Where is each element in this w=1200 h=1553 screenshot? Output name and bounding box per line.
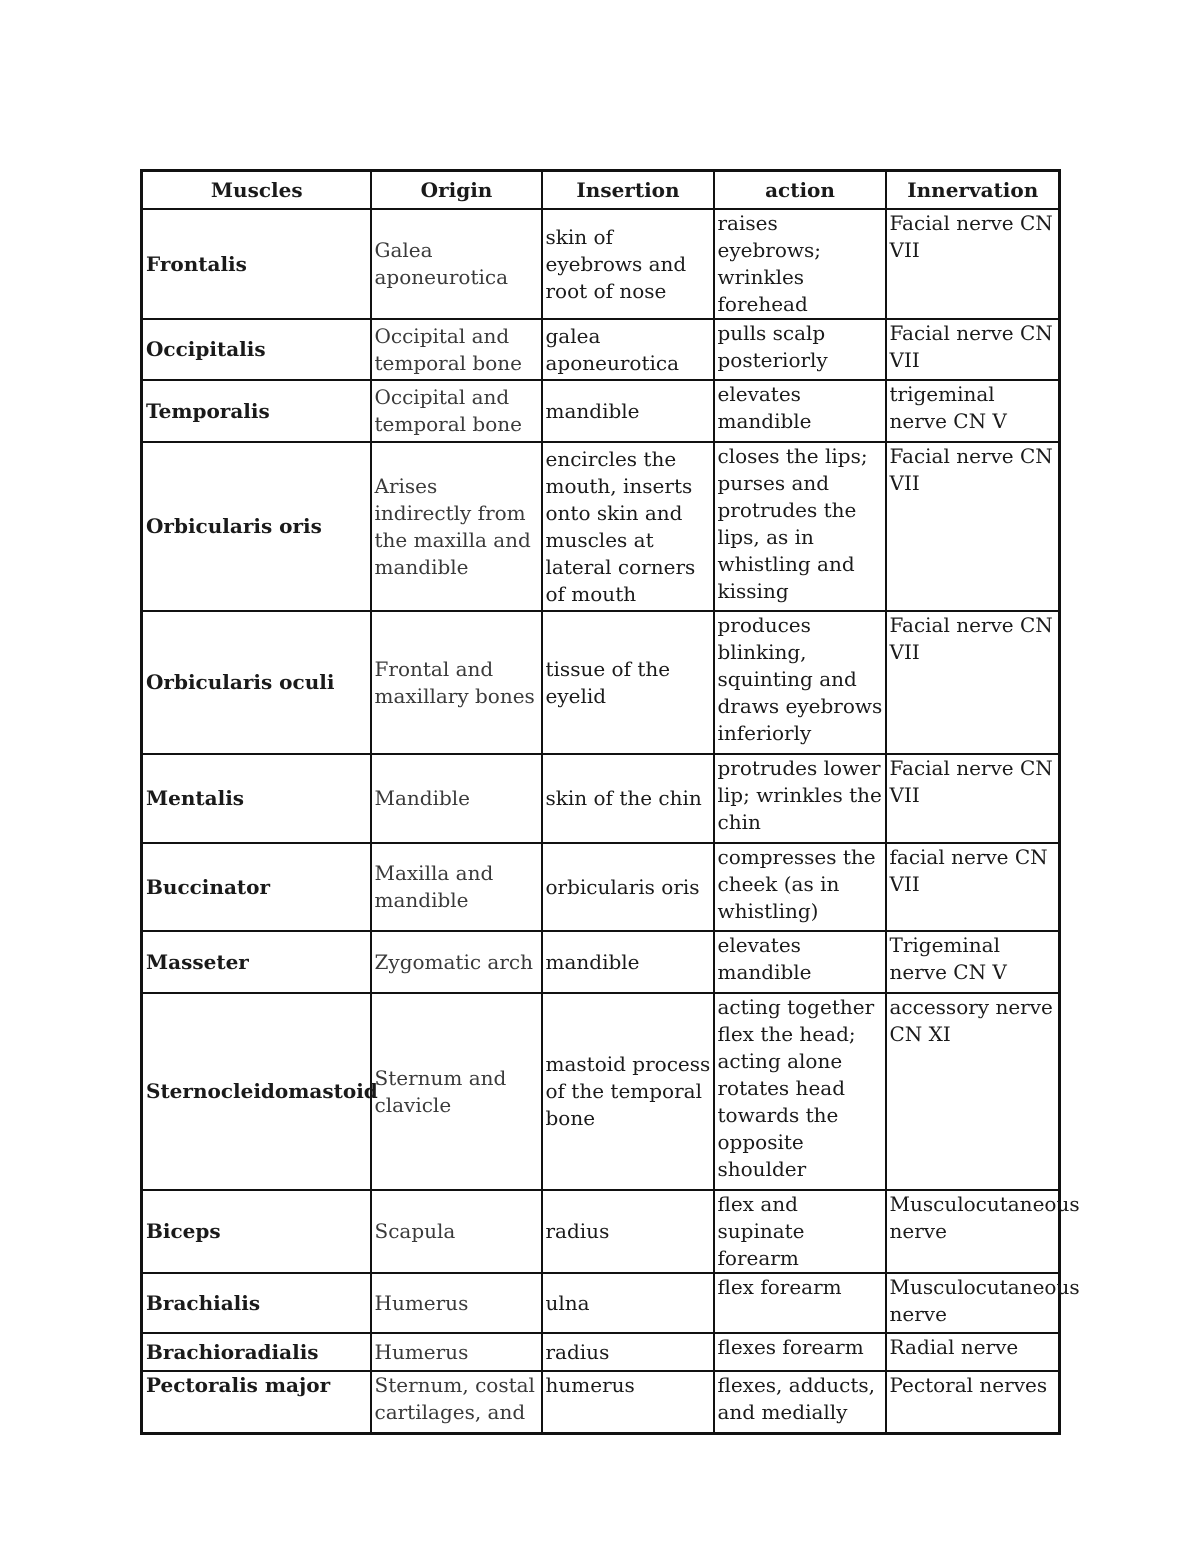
muscle-cell: Masseter [142, 931, 371, 993]
innervation-cell: trigeminal nerve CN V [886, 380, 1060, 442]
muscle-cell: Sternocleidomastoid [142, 993, 371, 1190]
table-row [142, 611, 1060, 754]
innervation-cell: Musculocutaneous nerve [886, 1273, 1060, 1333]
innervation-cell: facial nerve CN VII [886, 843, 1060, 931]
origin-cell: Scapula [371, 1190, 542, 1273]
insertion-cell: tissue of the eyelid [542, 611, 714, 754]
table-row [142, 1273, 1060, 1333]
action-cell: flex and supinate forearm [714, 1190, 886, 1273]
muscle-cell: Pectoralis major [142, 1371, 371, 1433]
muscle-cell: Frontalis [142, 209, 371, 319]
muscle-cell: Mentalis [142, 754, 371, 843]
insertion-cell: mandible [542, 931, 714, 993]
table-row [142, 993, 1060, 1190]
innervation-cell: Pectoral nerves [886, 1371, 1060, 1433]
table-row [142, 442, 1060, 611]
muscle-cell: Temporalis [142, 380, 371, 442]
action-cell: produces blinking, squinting and draws eyebrows inferiorly [714, 611, 886, 754]
action-cell: flexes forearm [714, 1333, 886, 1371]
origin-cell: Humerus [371, 1273, 542, 1333]
innervation-cell: Facial nerve CN VII [886, 442, 1060, 611]
muscle-cell: Biceps [142, 1190, 371, 1273]
insertion-cell: orbicularis oris [542, 843, 714, 931]
action-cell: raises eyebrows; wrinkles forehead [714, 209, 886, 319]
muscle-table [140, 169, 1080, 1435]
table-row [142, 1190, 1060, 1273]
innervation-cell: Facial nerve CN VII [886, 319, 1060, 380]
action-cell: acting together flex the head; acting alone rotates head towards the opposite shoulder [714, 993, 886, 1190]
table-row [142, 209, 1060, 319]
header-action: action [714, 171, 886, 210]
origin-cell: Occipital and temporal bone [371, 380, 542, 442]
origin-cell: Frontal and maxillary bones [371, 611, 542, 754]
origin-cell: Zygomatic arch [371, 931, 542, 993]
table-row [142, 1333, 1060, 1371]
innervation-cell: Trigeminal nerve CN V [886, 931, 1060, 993]
table-row [142, 754, 1060, 843]
action-cell: flex forearm [714, 1273, 886, 1333]
muscle-cell: Orbicularis oculi [142, 611, 371, 754]
header-innervation: Innervation [886, 171, 1060, 210]
action-cell: pulls scalp posteriorly [714, 319, 886, 380]
header-row [142, 171, 1060, 210]
innervation-cell: Musculocutaneous nerve [886, 1190, 1060, 1273]
origin-cell: Humerus [371, 1333, 542, 1371]
innervation-cell: Facial nerve CN VII [886, 209, 1060, 319]
table-row [142, 843, 1060, 931]
action-cell: protrudes lower lip; wrinkles the chin [714, 754, 886, 843]
table-row [142, 1371, 1060, 1433]
muscle-cell: Brachialis [142, 1273, 371, 1333]
action-cell: closes the lips; purses and protrudes the lips, as in whistling and kissing [714, 442, 886, 611]
origin-cell: Sternum, costal cartilages, and [371, 1371, 542, 1433]
insertion-cell: galea aponeurotica [542, 319, 714, 380]
innervation-cell: Facial nerve CN VII [886, 754, 1060, 843]
muscle-cell: Orbicularis oris [142, 442, 371, 611]
origin-cell: Sternum and clavicle [371, 993, 542, 1190]
header-insertion: Insertion [542, 171, 714, 210]
insertion-cell: skin of the chin [542, 754, 714, 843]
header-muscles: Muscles [142, 171, 371, 210]
origin-cell: Arises indirectly from the maxilla and mandible [371, 442, 542, 611]
table-row [142, 380, 1060, 442]
action-cell: flexes, adducts, and medially [714, 1371, 886, 1433]
table-row [142, 319, 1060, 380]
action-cell: elevates mandible [714, 931, 886, 993]
table-row [142, 931, 1060, 993]
innervation-cell: accessory nerve CN XI [886, 993, 1060, 1190]
origin-cell: Mandible [371, 754, 542, 843]
muscle-cell: Brachioradialis [142, 1333, 371, 1371]
insertion-cell: skin of eyebrows and root of nose [542, 209, 714, 319]
muscle-cell: Buccinator [142, 843, 371, 931]
insertion-cell: mastoid process of the temporal bone [542, 993, 714, 1190]
origin-cell: Occipital and temporal bone [371, 319, 542, 380]
innervation-cell: Facial nerve CN VII [886, 611, 1060, 754]
insertion-cell: radius [542, 1333, 714, 1371]
origin-cell: Galea aponeurotica [371, 209, 542, 319]
insertion-cell: ulna [542, 1273, 714, 1333]
insertion-cell: radius [542, 1190, 714, 1273]
action-cell: elevates mandible [714, 380, 886, 442]
innervation-cell: Radial nerve [886, 1333, 1060, 1371]
insertion-cell: encircles the mouth, inserts onto skin and muscles at lateral corners of mouth [542, 442, 714, 611]
action-cell: compresses the cheek (as in whistling) [714, 843, 886, 931]
origin-cell: Maxilla and mandible [371, 843, 542, 931]
muscle-cell: Occipitalis [142, 319, 371, 380]
header-origin: Origin [371, 171, 542, 210]
insertion-cell: mandible [542, 380, 714, 442]
insertion-cell: humerus [542, 1371, 714, 1433]
